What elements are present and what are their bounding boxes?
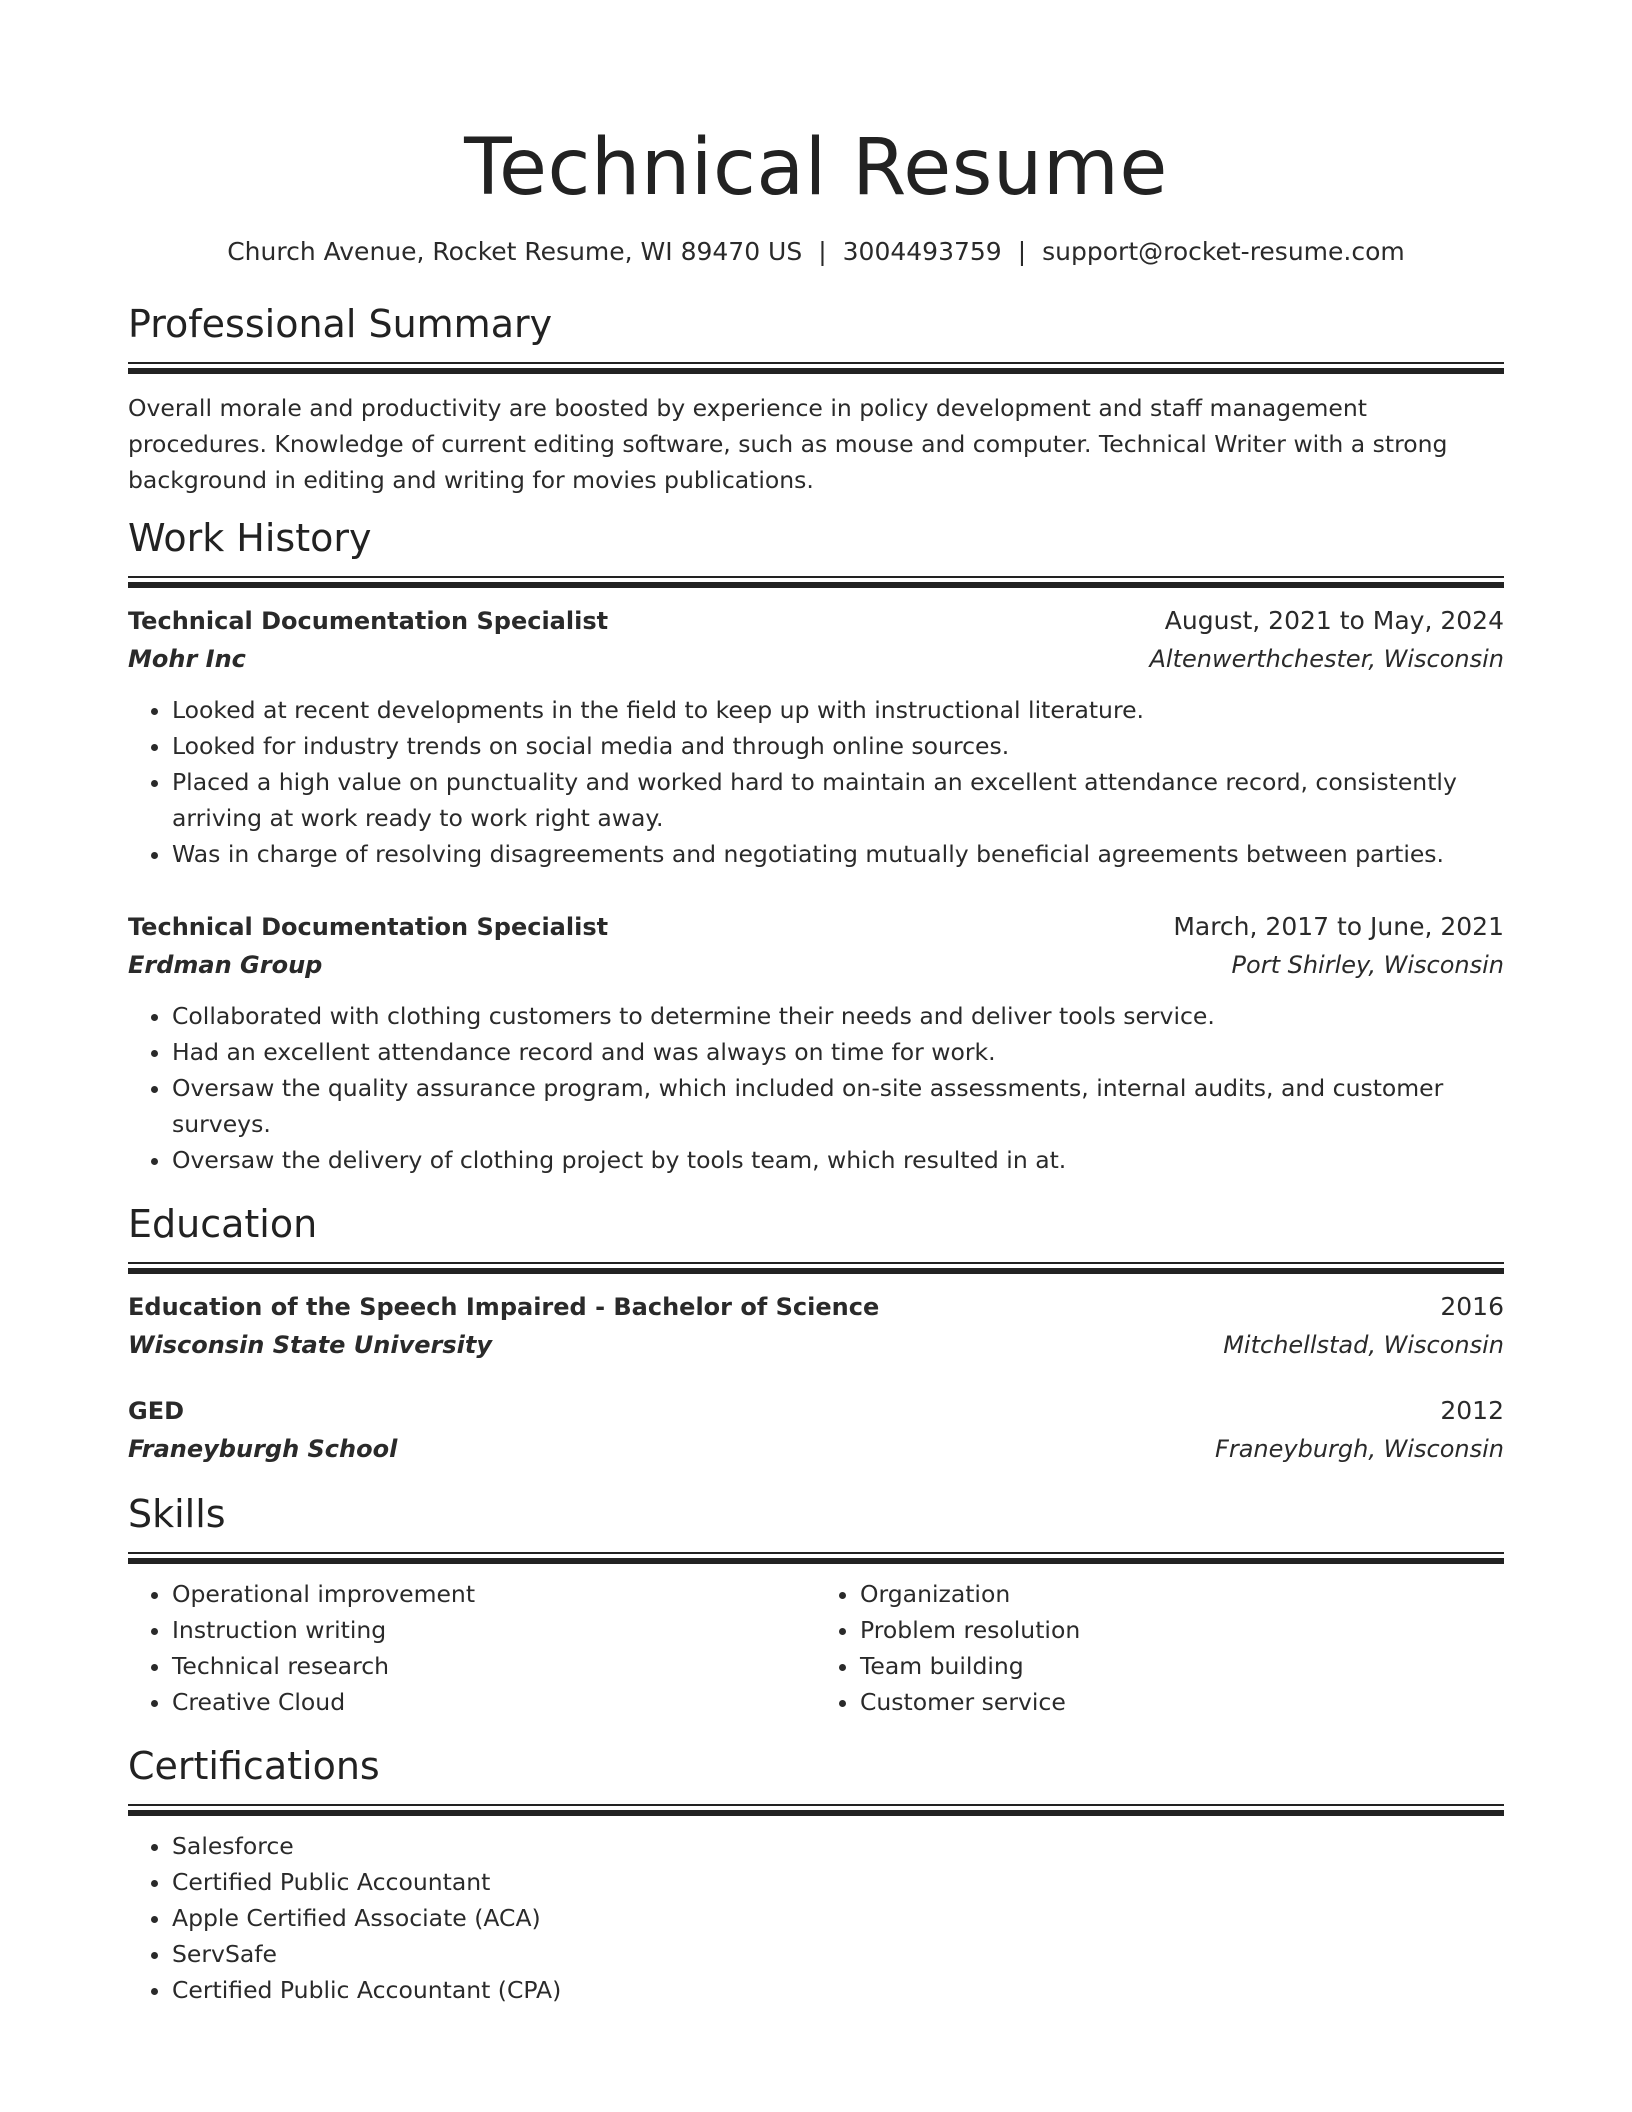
job-header-row (128, 908, 1504, 946)
section-divider (128, 362, 1504, 374)
certification-item: • Salesforce (172, 1828, 1504, 1864)
job-company-row (128, 946, 1504, 984)
education-header-row (128, 1288, 1504, 1326)
job-dates: August, 2021 to May, 2024 (1164, 606, 1504, 635)
certification-item: • Certified Public Accountant (172, 1864, 1504, 1900)
section-divider (128, 1552, 1504, 1564)
contact-address: Church Avenue, Rocket Resume, WI 89470 US (227, 237, 803, 266)
skills-section (128, 1488, 1504, 1720)
section-title: Work History (128, 516, 372, 560)
certification-item: • Certified Public Accountant (CPA) (172, 1972, 1504, 2008)
education-school: Franeyburgh School (128, 1435, 398, 1463)
education-entry (128, 1392, 1504, 1468)
education-degree: Education of the Speech Impaired - Bachelor of Science (128, 1293, 880, 1321)
section-title: Certifications (128, 1744, 380, 1788)
skill-item: • Operational improvement (172, 1576, 816, 1612)
contact-separator: | (818, 237, 827, 266)
certification-item: • ServSafe (172, 1936, 1504, 1972)
education-location: Franeyburgh, Wisconsin (1215, 1435, 1504, 1463)
job-bullet: • Looked for industry trends on social media and through online sources. (172, 728, 1504, 764)
section-divider (128, 576, 1504, 588)
education-degree: GED (128, 1397, 185, 1425)
job-bullets (128, 692, 1504, 872)
section-title: Professional Summary (128, 302, 553, 346)
job-bullets (128, 998, 1504, 1178)
certification-item: • Apple Certified Associate (ACA) (172, 1900, 1504, 1936)
skill-item: • Customer service (860, 1684, 1504, 1720)
job-location: Port Shirley, Wisconsin (1231, 951, 1504, 979)
education-year: 2016 (1440, 1292, 1504, 1321)
contact-phone: 3004493759 (842, 237, 1002, 266)
summary-section (128, 298, 1504, 498)
resume-name: Technical Resume (464, 123, 1168, 213)
job-company-row (128, 640, 1504, 678)
skills-column-left (128, 1576, 816, 1720)
job-title: Technical Documentation Specialist (128, 607, 609, 635)
job-company: Mohr Inc (128, 645, 246, 673)
contact-separator: | (1017, 237, 1027, 266)
education-school: Wisconsin State University (128, 1331, 492, 1359)
skill-item: • Technical research (172, 1648, 816, 1684)
education-header-row (128, 1392, 1504, 1430)
job-header-row (128, 602, 1504, 640)
education-entry (128, 1288, 1504, 1364)
contact-line (128, 236, 1504, 268)
summary-text: Overall morale and productivity are boosted by experience in policy development and staff management procedures. Knowledge of current editing software, such as mouse and computer. Technical Writer with a strong background in editing and writing for movies publications. (128, 394, 1448, 494)
job-bullet: • Collaborated with clothing customers to determine their needs and deliver tools service. (172, 998, 1504, 1034)
job-bullet: • Oversaw the quality assurance program, which included on-site assessments, internal audits, and customer surveys. (172, 1070, 1504, 1142)
job-dates: March, 2017 to June, 2021 (1173, 912, 1504, 941)
job-bullet: • Placed a high value on punctuality and worked hard to maintain an excellent attendance record, consistently arriving at work ready to work right away. (172, 764, 1504, 836)
skills-grid (128, 1576, 1504, 1720)
certifications-list (128, 1828, 1504, 2008)
job-location: Altenwerthchester, Wisconsin (1149, 645, 1504, 673)
education-section (128, 1198, 1504, 1468)
education-location: Mitchellstad, Wisconsin (1223, 1331, 1504, 1359)
job-entry (128, 908, 1504, 1178)
skill-item: • Organization (860, 1576, 1504, 1612)
education-year: 2012 (1440, 1396, 1504, 1425)
education-school-row (128, 1326, 1504, 1364)
section-divider (128, 1262, 1504, 1274)
section-title: Education (128, 1202, 318, 1246)
job-title: Technical Documentation Specialist (128, 913, 609, 941)
job-company: Erdman Group (128, 951, 323, 979)
skill-item: • Creative Cloud (172, 1684, 816, 1720)
contact-email: support@rocket-resume.com (1042, 237, 1405, 266)
job-bullet: • Looked at recent developments in the field to keep up with instructional literature. (172, 692, 1504, 728)
section-divider (128, 1804, 1504, 1816)
skills-column-right (816, 1576, 1504, 1720)
work-section (128, 512, 1504, 1178)
section-title: Skills (128, 1492, 226, 1536)
job-entry (128, 602, 1504, 872)
skill-item: • Team building (860, 1648, 1504, 1684)
job-bullet: • Oversaw the delivery of clothing project by tools team, which resulted in at. (172, 1142, 1504, 1178)
skill-item: • Problem resolution (860, 1612, 1504, 1648)
skill-item: • Instruction writing (172, 1612, 816, 1648)
certifications-section (128, 1740, 1504, 2008)
job-bullet: • Had an excellent attendance record and was always on time for work. (172, 1034, 1504, 1070)
education-school-row (128, 1430, 1504, 1468)
job-bullet: • Was in charge of resolving disagreements and negotiating mutually beneficial agreements between parties. (172, 836, 1504, 872)
